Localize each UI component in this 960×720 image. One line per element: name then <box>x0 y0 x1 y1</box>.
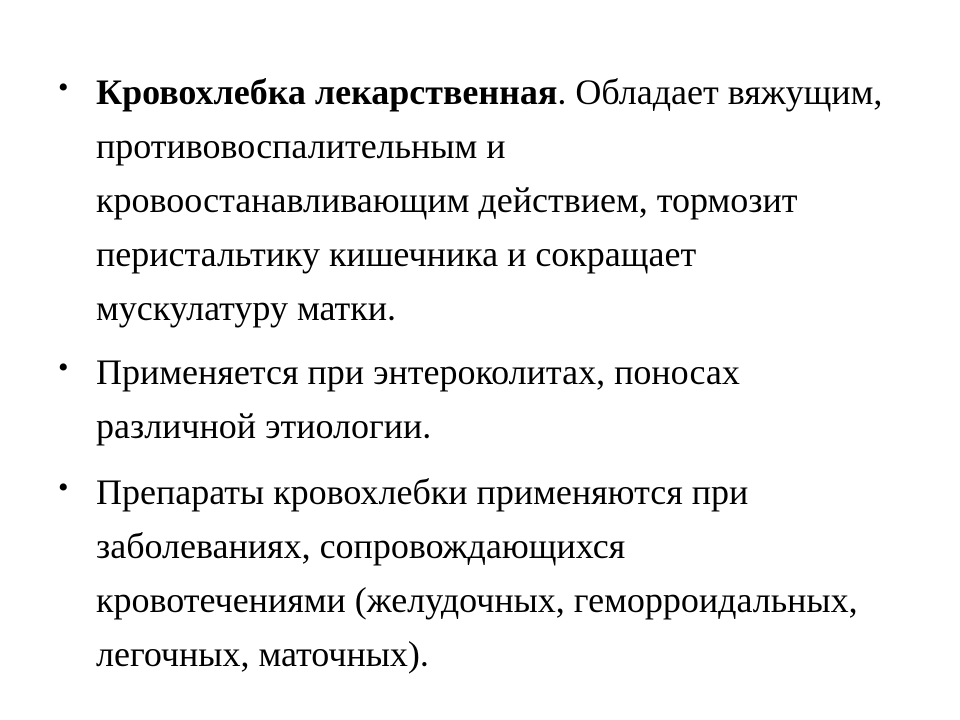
bullet-icon: • <box>58 471 69 504</box>
bullet-text: . Обладает вяжущим, противовоспалительным и кровоостанавливающим действием, тормозит перистальтику кишечника и сокращает мускулатуру матки. <box>96 72 883 328</box>
bullet-list <box>54 65 884 691</box>
bullet-text: Применяется при энтероколитах, поносах различной этиологии. <box>96 352 740 446</box>
bullet-item-2 <box>54 345 884 453</box>
bullet-icon: • <box>58 71 69 104</box>
bullet-text: Препараты кровохлебки применяются при заболеваниях, сопровождающихся кровотечениями (желудочных, геморроидальных, легочных, маточных). <box>96 472 858 674</box>
bullet-icon: • <box>58 351 69 384</box>
bullet-item-1 <box>54 65 884 335</box>
bullet-term: Кровохлебка лекарственная <box>96 72 558 112</box>
bullet-item-3 <box>54 465 884 681</box>
